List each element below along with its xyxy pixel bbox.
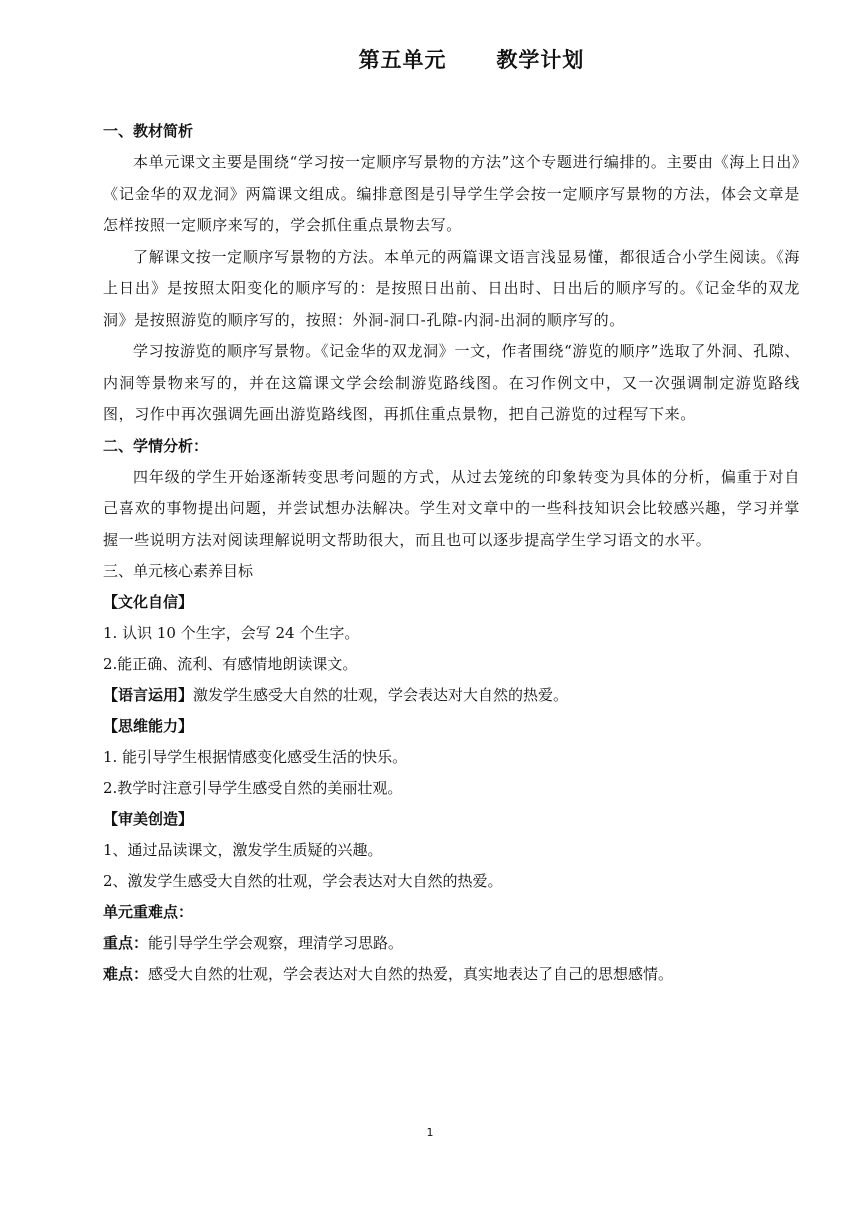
section-heading-key-points: 单元重难点： — [103, 903, 194, 921]
key-point-label: 重点： — [103, 934, 149, 952]
goal-item: 2、激发学生感受大自然的壮观，学会表达对大自然的热爱。 — [103, 872, 503, 890]
page-title: 第五单元 教学计划 — [358, 48, 585, 72]
goal-language-use — [103, 680, 800, 711]
paragraph-learner-analysis: 四年级的学生开始逐渐转变思考问题的方式，从过去笼统的印象转变为具体的分析，偏重于对自己喜欢的事物提出问题，并尝试想办法解决。学生对文章中的一些科技知识会比较感兴趣，学习并掌握一些说明方法对阅读理解说明文帮助很大，而且也可以逐步提高学生学习语文的水平。 — [103, 467, 800, 549]
key-point — [103, 928, 800, 959]
goal-item: 2.能正确、流利、有感情地朗读课文。 — [103, 655, 358, 673]
goal-label-cultural-confidence: 【文化自信】 — [103, 593, 194, 611]
page-number: 1 — [426, 1126, 434, 1139]
document-page — [103, 40, 800, 990]
goal-item: 1. 认识 10 个生字，会写 24 个生字。 — [103, 624, 360, 642]
key-point-text: 能引导学生学会观察，理清学习思路。 — [148, 934, 404, 952]
difficulty-text: 感受大自然的壮观，学会表达对大自然的热爱，真实地表达了自己的思想感情。 — [148, 965, 674, 983]
section-heading-textbook-analysis: 一、教材简析 — [103, 122, 194, 140]
goal-language-use-text: 激发学生感受大自然的壮观，学会表达对大自然的热爱。 — [193, 686, 569, 704]
section-heading-core-goals: 三、单元核心素养目标 — [103, 562, 254, 580]
difficulty-label: 难点： — [103, 965, 149, 983]
goal-label-aesthetic: 【审美创造】 — [103, 810, 194, 828]
goal-item: 1. 能引导学生根据情感变化感受生活的快乐。 — [103, 748, 408, 766]
goal-label-thinking: 【思维能力】 — [103, 717, 194, 735]
goal-item: 2.教学时注意引导学生感受自然的美丽壮观。 — [103, 779, 403, 797]
section-heading-learner-analysis: 二、学情分析： — [103, 436, 209, 455]
paragraph-writing-order: 了解课文按一定顺序写景物的方法。本单元的两篇课文语言浅显易懂，都很适合小学生阅读。《海上日出》是按照太阳变化的顺序写的：是按照日出前、日出时、日出后的顺序写的。《记金华的双龙洞》是按照游览的顺序写的，按照：外洞-洞口-孔隙-内洞-出洞的顺序写的。 — [103, 247, 800, 329]
paragraph-textbook-overview: 本单元课文主要是围绕“学习按一定顺序写景物的方法”这个专题进行编排的。主要由《海上日出》《记金华的双龙洞》两篇课文组成。编排意图是引导学生学会按一定顺序写景物的方法，体会文章是怎样按照一定顺序来写的，学会抓住重点景物去写。 — [103, 153, 800, 234]
difficulty-point — [103, 959, 800, 990]
goal-item: 1、通过品读课文，激发学生质疑的兴趣。 — [103, 841, 383, 859]
paragraph-tour-order: 学习按游览的顺序写景物。《记金华的双龙洞》一文，作者围绕“游览的顺序”选取了外洞、孔隙、内洞等景物来写的，并在这篇课文学会绘制游览路线图。在习作例文中，又一次强调制定游览路线图，习作中再次强调先画出游览路线图，再抓住重点景物，把自己游览的过程写下来。 — [103, 342, 800, 423]
goal-label-language-use: 【语言运用】 — [103, 686, 194, 704]
